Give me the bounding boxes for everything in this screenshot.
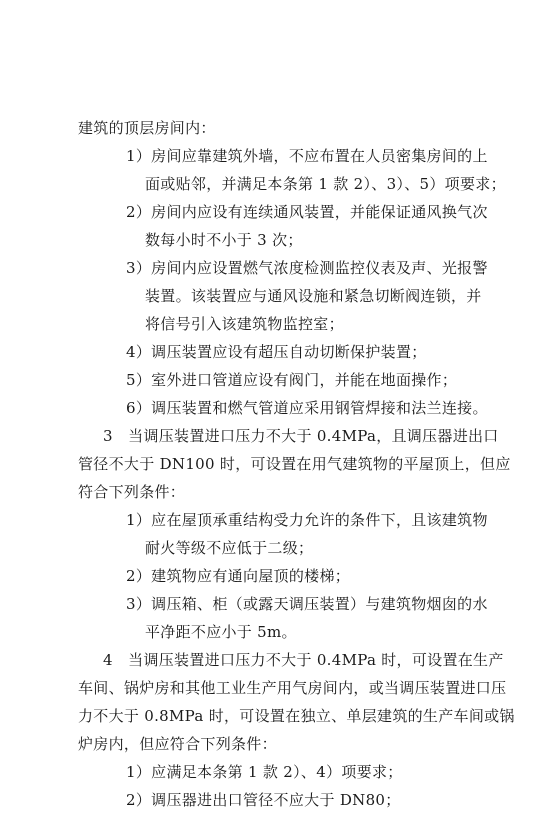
paragraph-line: 炉房内，但应符合下列条件： (78, 735, 277, 753)
list-item-continuation: 数每小时不小于 3 次； (145, 231, 303, 249)
list-item-continuation: 平净距不应小于 5m。 (145, 623, 297, 641)
paragraph-line: 符合下列条件： (78, 483, 186, 501)
list-item: 2）建筑物应有通向屋顶的楼梯； (126, 567, 351, 585)
list-item: 1）房间应靠建筑外墙，不应布置在人员密集房间的上 (126, 147, 488, 165)
paragraph-line: 建筑的顶层房间内： (78, 119, 216, 137)
list-item-continuation: 将信号引入该建筑物监控室； (145, 315, 344, 333)
clause-line: 4 当调压装置进口压力不大于 0.4MPa 时，可设置在生产 (103, 651, 504, 669)
clause-line: 3 当调压装置进口压力不大于 0.4MPa，且调压器进出口 (103, 427, 499, 445)
list-item-continuation: 耐火等级不应低于二级； (145, 539, 314, 557)
list-item: 1）应满足本条第 1 款 2）、4）项要求； (126, 763, 403, 781)
list-item-continuation: 装置。该装置应与通风设施和紧急切断阀连锁，并 (145, 287, 482, 305)
paragraph-line: 车间、锅炉房和其他工业生产用气房间内，或当调压装置进口压 (78, 679, 507, 697)
list-item: 3）房间内应设置燃气浓度检测监控仪表及声、光报警 (126, 259, 488, 277)
list-item-continuation: 面或贴邻，并满足本条第 1 款 2）、3）、5）项要求； (145, 175, 506, 193)
list-item: 4）调压装置应设有超压自动切断保护装置； (126, 343, 427, 361)
paragraph-line: 力不大于 0.8MPa 时，可设置在独立、单层建筑的生产车间或锅 (78, 707, 515, 725)
list-item: 3）调压箱、柜（或露天调压装置）与建筑物烟囱的水 (126, 595, 488, 613)
list-item: 1）应在屋顶承重结构受力允许的条件下，且该建筑物 (126, 511, 488, 529)
list-item: 6）调压装置和燃气管道应采用钢管焊接和法兰连接。 (126, 399, 488, 417)
list-item: 2）调压器进出口管径不应大于 DN80； (126, 791, 401, 809)
list-item: 5）室外进口管道应设有阀门，并能在地面操作； (126, 371, 458, 389)
paragraph-line: 管径不大于 DN100 时，可设置在用气建筑物的平屋顶上，但应 (78, 455, 511, 473)
list-item: 2）房间内应设有连续通风装置，并能保证通风换气次 (126, 203, 488, 221)
